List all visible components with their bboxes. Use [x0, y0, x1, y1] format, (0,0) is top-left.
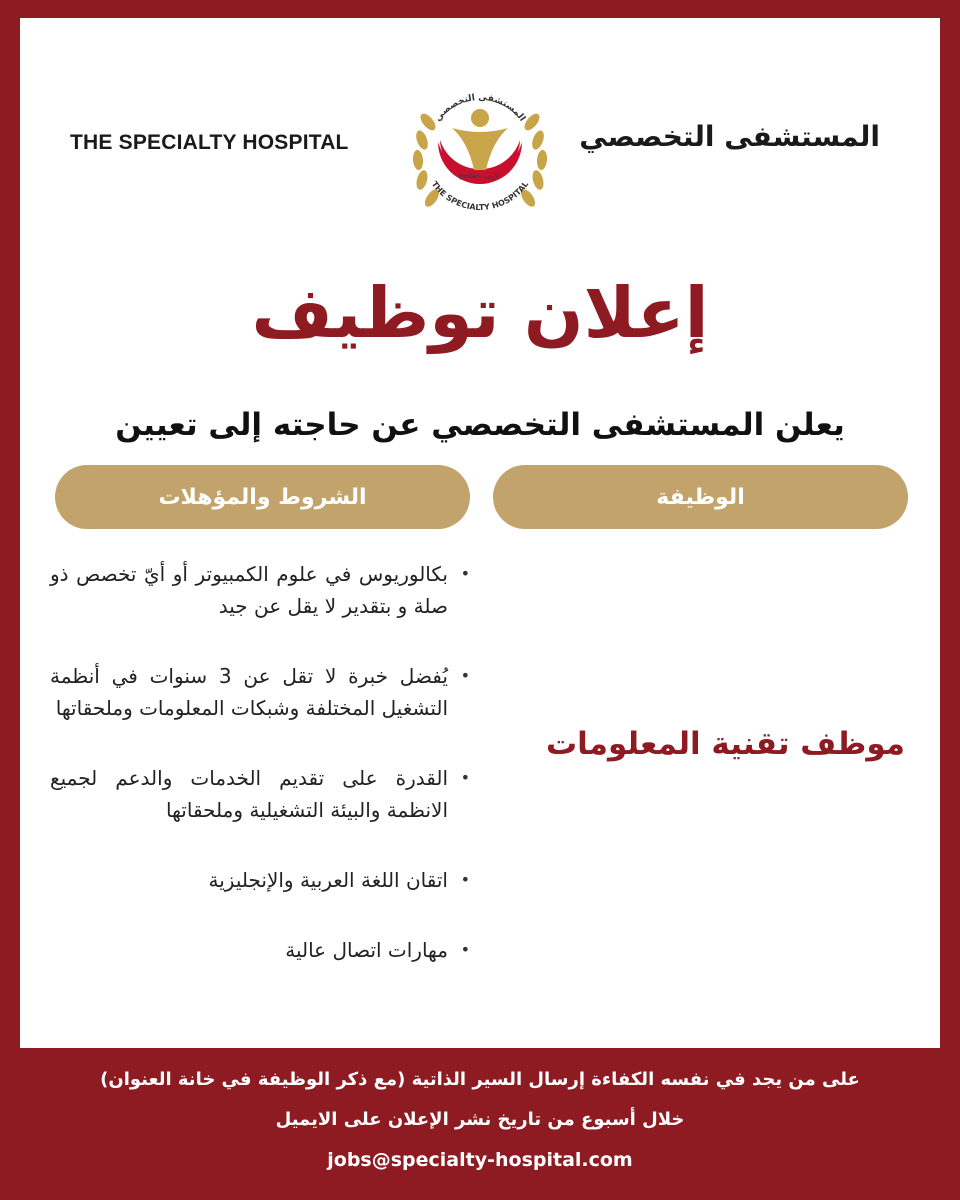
svg-text:المستشفى التخصصي: المستشفى التخصصي: [433, 92, 527, 124]
footer: [0, 1060, 960, 1180]
brand-name-english: THE SPECIALTY HOSPITAL: [70, 131, 349, 154]
requirement-item: [50, 558, 470, 622]
bullet-icon: •: [460, 870, 470, 889]
hospital-logo-icon: [400, 70, 560, 230]
svg-text:THE SPECIALTY HOSPITAL: THE SPECIALTY HOSPITAL: [429, 179, 531, 213]
requirement-text: اتقان اللغة العربية والإنجليزية: [208, 868, 448, 892]
requirement-text: يُفضل خبرة لا تقل عن 3 سنوات في أنظمة التشغيل المختلفة وشبكات المعلومات وملحقاتها: [50, 664, 448, 720]
job-column-header-label: الوظيفة: [656, 484, 745, 510]
requirements-list: [50, 558, 470, 1004]
job-column-header: [493, 465, 908, 529]
footer-instruction-line-2: خلال أسبوع من تاريخ نشر الإعلان على الايميل: [275, 1109, 685, 1130]
bullet-icon: •: [460, 940, 470, 959]
requirement-item: [50, 934, 470, 966]
bullet-icon: •: [460, 564, 470, 583]
requirement-item: [50, 660, 470, 724]
job-title: موظف تقنية المعلومات: [545, 726, 905, 762]
footer-instruction-line-1: على من يجد في نفسه الكفاءة إرسال السير الذاتية (مع ذكر الوظيفة في خانة العنوان): [100, 1069, 860, 1090]
contact-email-link[interactable]: jobs@specialty-hospital.com: [327, 1149, 633, 1171]
requirement-item: [50, 762, 470, 826]
page-subtitle: يعلن المستشفى التخصصي عن حاجته إلى تعيين: [115, 407, 845, 443]
bullet-icon: •: [460, 666, 470, 685]
svg-text:Jordan - الأردن: Jordan - الأردن: [459, 173, 501, 180]
requirements-column-header: [55, 465, 470, 529]
announcement-card: [20, 18, 940, 1048]
brand-name-arabic: المستشفى التخصصي: [579, 120, 880, 153]
requirement-text: بكالوريوس في علوم الكمبيوتر أو أيّ تخصص ذو صلة و بتقدير لا يقل عن جيد: [50, 562, 448, 618]
requirement-item: [50, 864, 470, 896]
bullet-icon: •: [460, 768, 470, 787]
requirements-column-header-label: الشروط والمؤهلات: [158, 484, 367, 510]
requirement-text: القدرة على تقديم الخدمات والدعم لجميع الانظمة والبيئة التشغيلية وملحقاتها: [50, 766, 448, 822]
requirement-text: مهارات اتصال عالية: [285, 938, 448, 962]
page-title: إعلان توظيف: [251, 272, 709, 354]
